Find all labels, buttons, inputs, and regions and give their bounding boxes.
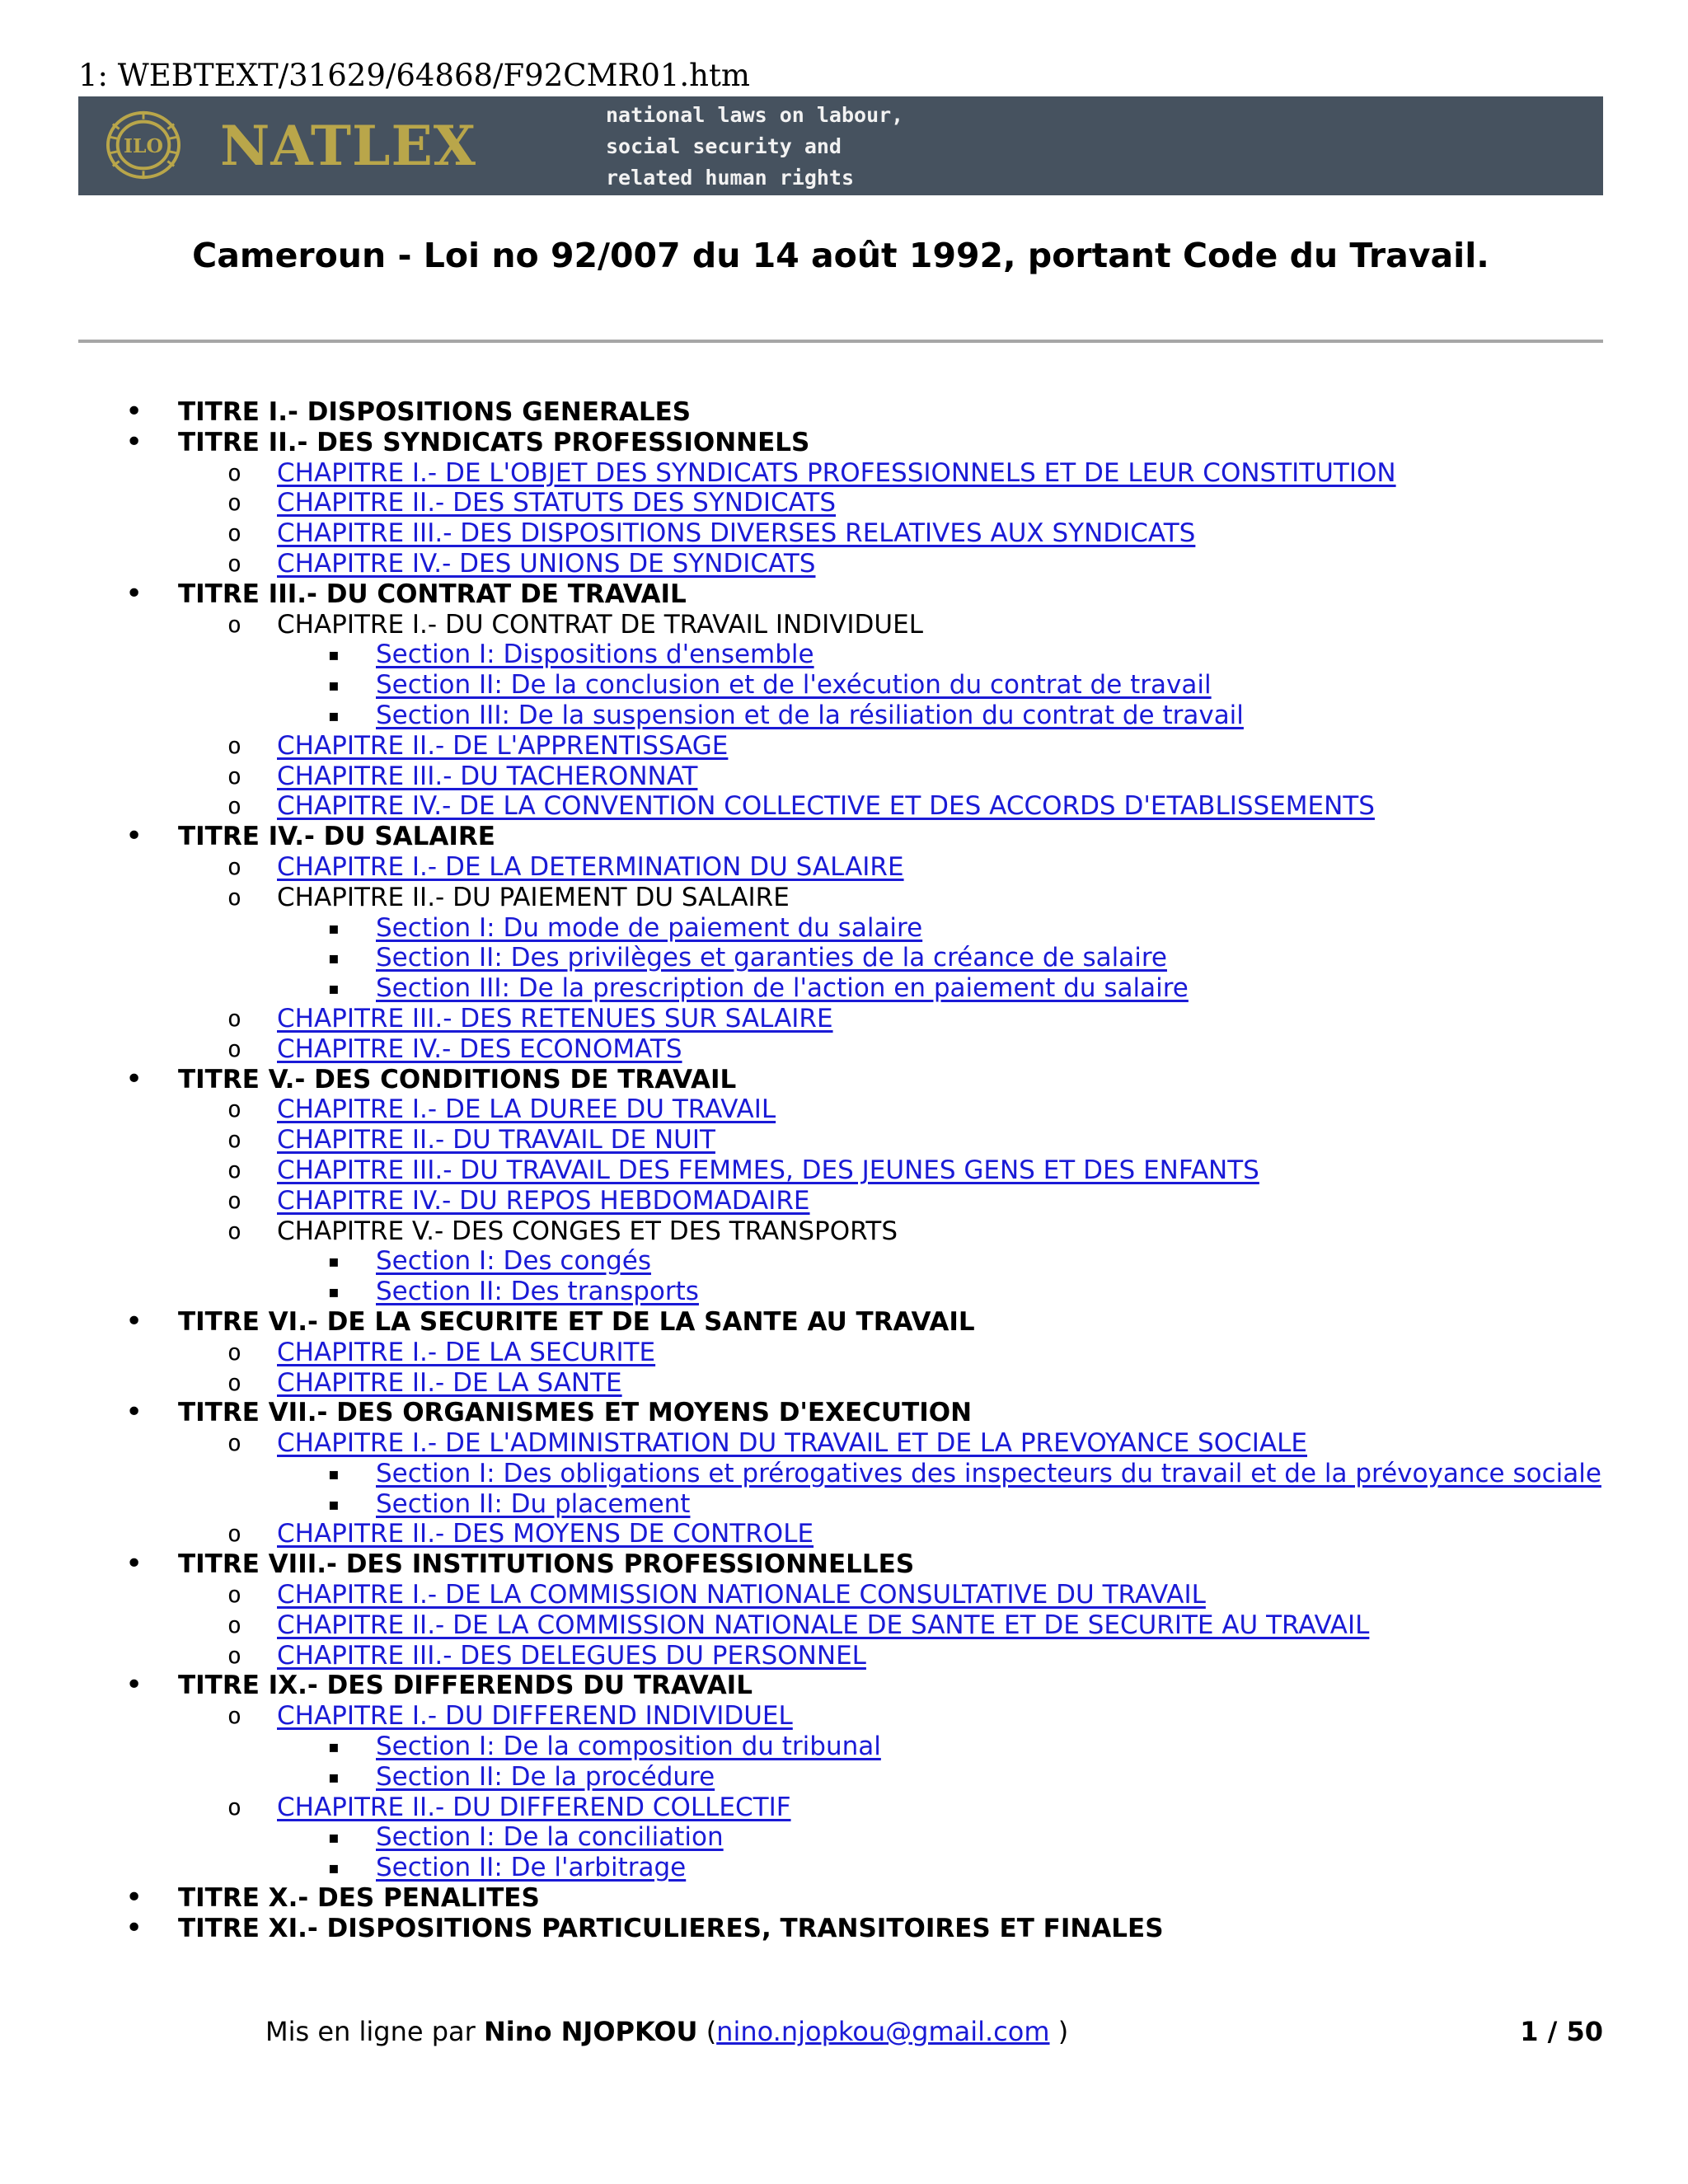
toc-link[interactable]: CHAPITRE I.- DE L'ADMINISTRATION DU TRAVAIL ET DE LA PREVOYANCE SOCIALE xyxy=(277,1428,1307,1459)
toc-link[interactable]: CHAPITRE III.- DES DELEGUES DU PERSONNEL xyxy=(277,1640,866,1671)
bullet-icon: ▪ xyxy=(328,1827,340,1848)
toc-chapter-item[interactable] xyxy=(0,1034,1688,1065)
toc-title-item xyxy=(0,1304,1688,1338)
toc-section-item[interactable] xyxy=(0,1853,1688,1883)
toc-link[interactable]: CHAPITRE III.- DU TRAVAIL DES FEMMES, DES JEUNES GENS ET DES ENFANTS xyxy=(277,1155,1259,1185)
toc-section-item[interactable] xyxy=(0,1822,1688,1853)
toc-link[interactable]: CHAPITRE III.- DES RETENUES SUR SALAIRE xyxy=(277,1003,833,1033)
toc-link[interactable]: CHAPITRE II.- DES STATUTS DES SYNDICATS xyxy=(277,488,837,518)
bullet-icon: ▪ xyxy=(328,917,340,938)
bullet-icon: • xyxy=(125,1881,143,1915)
toc-link[interactable]: CHAPITRE II.- DE LA COMMISSION NATIONALE DE SANTE ET DE SECURITE AU TRAVAIL xyxy=(277,1610,1370,1640)
toc-link[interactable]: Section I: Des congés xyxy=(376,1246,651,1277)
bullet-icon: ▪ xyxy=(328,978,340,999)
toc-title-item xyxy=(0,1549,1688,1580)
toc-section-item[interactable] xyxy=(0,1246,1688,1277)
bullet-icon: o xyxy=(227,1793,241,1821)
toc-link[interactable]: Section II: De l'arbitrage xyxy=(376,1853,687,1883)
toc-chapter-item[interactable] xyxy=(0,1338,1688,1368)
toc-link[interactable]: Section II: De la conclusion et de l'exécution du contrat de travail xyxy=(376,670,1212,701)
toc-chapter-item[interactable] xyxy=(0,1125,1688,1155)
toc-link[interactable]: CHAPITRE IV.- DU REPOS HEBDOMADAIRE xyxy=(277,1185,810,1216)
toc-label: CHAPITRE II.- DU PAIEMENT DU SALAIRE xyxy=(277,882,790,912)
toc-chapter-item xyxy=(0,883,1688,913)
footer-prefix: Mis en ligne par xyxy=(265,2016,484,2047)
bullet-icon: o xyxy=(227,1004,241,1032)
bullet-icon: o xyxy=(227,610,241,638)
toc-title-item xyxy=(0,1883,1688,1914)
toc-title-item xyxy=(0,1910,1688,1945)
toc-link[interactable]: CHAPITRE I.- DE LA DUREE DU TRAVAIL xyxy=(277,1094,776,1125)
toc-link[interactable]: Section II: Des transports xyxy=(376,1277,699,1307)
toc-link[interactable]: CHAPITRE II.- DE L'APPRENTISSAGE xyxy=(277,730,729,761)
bullet-icon: o xyxy=(227,1126,241,1154)
toc-link[interactable]: Section I: Des obligations et prérogatives des inspecteurs du travail et de la prévoyance sociale xyxy=(376,1458,1601,1488)
bullet-icon: o xyxy=(227,1034,241,1062)
toc-chapter-item[interactable] xyxy=(0,1793,1688,1823)
ilo-seal-icon xyxy=(103,108,184,182)
toc-link[interactable]: Section I: Dispositions d'ensemble xyxy=(376,640,814,670)
toc-section-item[interactable] xyxy=(0,913,1688,944)
toc-section-item[interactable] xyxy=(0,1762,1688,1793)
toc-link[interactable]: CHAPITRE II.- DES MOYENS DE CONTROLE xyxy=(277,1519,814,1549)
toc-link[interactable]: CHAPITRE I.- DE LA COMMISSION NATIONALE CONSULTATIVE DU TRAVAIL xyxy=(277,1580,1206,1610)
toc-link[interactable]: CHAPITRE IV.- DES ECONOMATS xyxy=(277,1033,682,1064)
bullet-icon: o xyxy=(227,1429,241,1457)
toc-section-item[interactable] xyxy=(0,1277,1688,1307)
bullet-icon: ▪ xyxy=(328,1282,340,1302)
toc-chapter-item[interactable] xyxy=(0,1580,1688,1610)
toc-title-item xyxy=(0,1668,1688,1703)
tagline-line: related human rights xyxy=(606,166,855,190)
toc-link[interactable]: Section III: De la prescription de l'action en paiement du salaire xyxy=(376,973,1189,1004)
toc-chapter-item[interactable] xyxy=(0,549,1688,579)
toc-label: TITRE IV.- DU SALAIRE xyxy=(178,822,495,852)
toc-chapter-item[interactable] xyxy=(0,1428,1688,1459)
bullet-icon: ▪ xyxy=(328,1736,340,1757)
footer-email-link[interactable]: nino.njopkou@gmail.com xyxy=(716,2016,1050,2047)
toc-link[interactable]: CHAPITRE II.- DU TRAVAIL DE NUIT xyxy=(277,1125,715,1155)
toc-chapter-item xyxy=(0,610,1688,640)
toc-chapter-item[interactable] xyxy=(0,1004,1688,1034)
toc-link[interactable]: CHAPITRE III.- DU TACHERONNAT xyxy=(277,761,698,791)
horizontal-divider xyxy=(78,340,1603,343)
toc-section-item[interactable] xyxy=(0,943,1688,973)
toc-link[interactable]: CHAPITRE IV.- DE LA CONVENTION COLLECTIVE ET DES ACCORDS D'ETABLISSEMENTS xyxy=(277,791,1375,822)
toc-chapter-item[interactable] xyxy=(0,1094,1688,1125)
bullet-icon: o xyxy=(227,1155,241,1183)
bullet-icon: ▪ xyxy=(328,1493,340,1514)
bullet-icon: o xyxy=(227,762,241,790)
toc-label: TITRE X.- DES PENALITES xyxy=(178,1883,540,1914)
bullet-icon: • xyxy=(125,1062,143,1096)
bullet-icon: o xyxy=(227,549,241,577)
bullet-icon: • xyxy=(125,576,143,611)
bullet-icon: ▪ xyxy=(328,644,340,665)
toc-chapter-item[interactable] xyxy=(0,791,1688,822)
bullet-icon: o xyxy=(227,883,241,911)
page-number: 1 / 50 xyxy=(1520,2016,1603,2047)
bullet-icon: o xyxy=(227,1186,241,1214)
bullet-icon: ▪ xyxy=(328,1766,340,1787)
toc-chapter-item[interactable] xyxy=(0,488,1688,518)
toc-section-item[interactable] xyxy=(0,1489,1688,1520)
toc-chapter-item[interactable] xyxy=(0,1701,1688,1732)
bullet-icon: • xyxy=(125,1395,143,1430)
bullet-icon: ▪ xyxy=(328,1858,340,1878)
bullet-icon: • xyxy=(125,1304,143,1338)
toc-title-item xyxy=(0,424,1688,459)
toc-link[interactable]: Section II: Des privilèges et garanties de la créance de salaire xyxy=(376,943,1167,973)
toc-link[interactable]: Section II: Du placement xyxy=(376,1488,691,1519)
toc-label: TITRE II.- DES SYNDICATS PROFESSIONNELS xyxy=(178,427,810,457)
toc-title-item xyxy=(0,397,1688,428)
ilo-seal-text: ILO xyxy=(124,134,163,157)
bullet-icon: o xyxy=(227,1581,241,1609)
toc-link[interactable]: CHAPITRE IV.- DES UNIONS DE SYNDICATS xyxy=(277,548,816,579)
bullet-icon: • xyxy=(125,819,143,854)
bullet-icon: ▪ xyxy=(328,675,340,696)
toc-chapter-item[interactable] xyxy=(0,852,1688,883)
bullet-icon: ▪ xyxy=(328,1251,340,1272)
bullet-icon: o xyxy=(227,852,241,880)
toc-chapter-item[interactable] xyxy=(0,1368,1688,1399)
bullet-icon: ▪ xyxy=(328,705,340,725)
toc-label: CHAPITRE I.- DU CONTRAT DE TRAVAIL INDIVIDUEL xyxy=(277,609,923,640)
bullet-icon: o xyxy=(227,731,241,759)
page-title: Cameroun - Loi no 92/007 du 14 août 1992, portant Code du Travail. xyxy=(192,236,1489,275)
toc-title-item xyxy=(0,1395,1688,1430)
toc-section-item[interactable] xyxy=(0,701,1688,731)
bullet-icon: o xyxy=(227,1216,241,1244)
bullet-icon: o xyxy=(227,1702,241,1730)
bullet-icon: o xyxy=(227,1338,241,1366)
bullet-icon: o xyxy=(227,489,241,517)
bullet-icon: o xyxy=(227,519,241,547)
bullet-icon: o xyxy=(227,1368,241,1396)
toc-link[interactable]: CHAPITRE I.- DE LA SECURITE xyxy=(277,1337,656,1367)
tagline-line: social security and xyxy=(606,134,842,158)
toc-chapter-item[interactable] xyxy=(0,458,1688,489)
toc-link[interactable]: CHAPITRE I.- DU DIFFEREND INDIVIDUEL xyxy=(277,1701,793,1732)
toc-title-item xyxy=(0,819,1688,854)
toc-label: TITRE III.- DU CONTRAT DE TRAVAIL xyxy=(178,579,687,609)
table-of-contents xyxy=(0,397,1688,1944)
toc-section-item[interactable] xyxy=(0,640,1688,670)
toc-chapter-item[interactable] xyxy=(0,1641,1688,1671)
bullet-icon: ▪ xyxy=(328,948,340,968)
toc-chapter-item[interactable] xyxy=(0,1155,1688,1186)
toc-label: TITRE IX.- DES DIFFERENDS DU TRAVAIL xyxy=(178,1671,753,1701)
footer-credit xyxy=(265,2013,1068,2050)
toc-title-item xyxy=(0,1062,1688,1096)
natlex-banner xyxy=(78,96,1603,195)
toc-section-item[interactable] xyxy=(0,1459,1688,1489)
bullet-icon: o xyxy=(227,1095,241,1123)
bullet-icon: • xyxy=(125,1547,143,1582)
footer-author: Nino NJOPKOU xyxy=(483,2016,698,2047)
toc-link[interactable]: CHAPITRE I.- DE LA DETERMINATION DU SALAIRE xyxy=(277,851,904,882)
bullet-icon: • xyxy=(125,1910,143,1945)
toc-chapter-item[interactable] xyxy=(0,762,1688,792)
bullet-icon: o xyxy=(227,1641,241,1669)
toc-chapter-item[interactable] xyxy=(0,1186,1688,1216)
toc-label: TITRE VI.- DE LA SECURITE ET DE LA SANTE AU TRAVAIL xyxy=(178,1306,975,1337)
toc-chapter-item xyxy=(0,1216,1688,1247)
toc-section-item[interactable] xyxy=(0,973,1688,1004)
bullet-icon: o xyxy=(227,1520,241,1548)
footer-close-paren: ) xyxy=(1049,2016,1069,2047)
toc-label: TITRE VII.- DES ORGANISMES ET MOYENS D'EXECUTION xyxy=(178,1398,973,1428)
bullet-icon: o xyxy=(227,1610,241,1638)
footer-open-paren: ( xyxy=(697,2016,717,2047)
toc-chapter-item[interactable] xyxy=(0,1610,1688,1641)
toc-section-item[interactable] xyxy=(0,1732,1688,1762)
bullet-icon: ▪ xyxy=(328,1463,340,1483)
bullet-icon: • xyxy=(125,424,143,459)
toc-link[interactable]: CHAPITRE I.- DE L'OBJET DES SYNDICATS PROFESSIONNELS ET DE LEUR CONSTITUTION xyxy=(277,457,1396,488)
bullet-icon: • xyxy=(125,395,143,429)
toc-link[interactable]: Section I: De la composition du tribunal xyxy=(376,1732,881,1762)
toc-link[interactable]: CHAPITRE III.- DES DISPOSITIONS DIVERSES RELATIVES AUX SYNDICATS xyxy=(277,518,1196,549)
toc-link[interactable]: CHAPITRE II.- DE LA SANTE xyxy=(277,1367,622,1398)
toc-label: CHAPITRE V.- DES CONGES ET DES TRANSPORTS xyxy=(277,1216,898,1246)
toc-label: TITRE XI.- DISPOSITIONS PARTICULIERES, TRANSITOIRES ET FINALES xyxy=(178,1913,1164,1943)
natlex-tagline xyxy=(606,100,903,194)
toc-chapter-item[interactable] xyxy=(0,731,1688,762)
toc-link[interactable]: Section I: Du mode de paiement du salaire xyxy=(376,912,923,943)
toc-label: TITRE V.- DES CONDITIONS DE TRAVAIL xyxy=(178,1064,737,1094)
natlex-logo-text: NATLEX xyxy=(220,114,476,178)
toc-label: TITRE VIII.- DES INSTITUTIONS PROFESSIONNELLES xyxy=(178,1549,915,1580)
bullet-icon: o xyxy=(227,792,241,820)
toc-link[interactable]: Section III: De la suspension et de la résiliation du contrat de travail xyxy=(376,700,1244,730)
tagline-line: national laws on labour, xyxy=(606,103,904,127)
toc-link[interactable]: Section II: De la procédure xyxy=(376,1761,715,1792)
toc-chapter-item[interactable] xyxy=(0,1519,1688,1549)
document-path: 1: WEBTEXT/31629/64868/F92CMR01.htm xyxy=(78,58,750,93)
toc-link[interactable]: CHAPITRE II.- DU DIFFEREND COLLECTIF xyxy=(277,1792,791,1822)
toc-title-item xyxy=(0,576,1688,611)
bullet-icon: o xyxy=(227,458,241,486)
toc-chapter-item[interactable] xyxy=(0,518,1688,549)
bullet-icon: • xyxy=(125,1668,143,1703)
toc-link[interactable]: Section I: De la conciliation xyxy=(376,1822,724,1853)
toc-section-item[interactable] xyxy=(0,670,1688,701)
toc-label: TITRE I.- DISPOSITIONS GENERALES xyxy=(178,397,692,427)
